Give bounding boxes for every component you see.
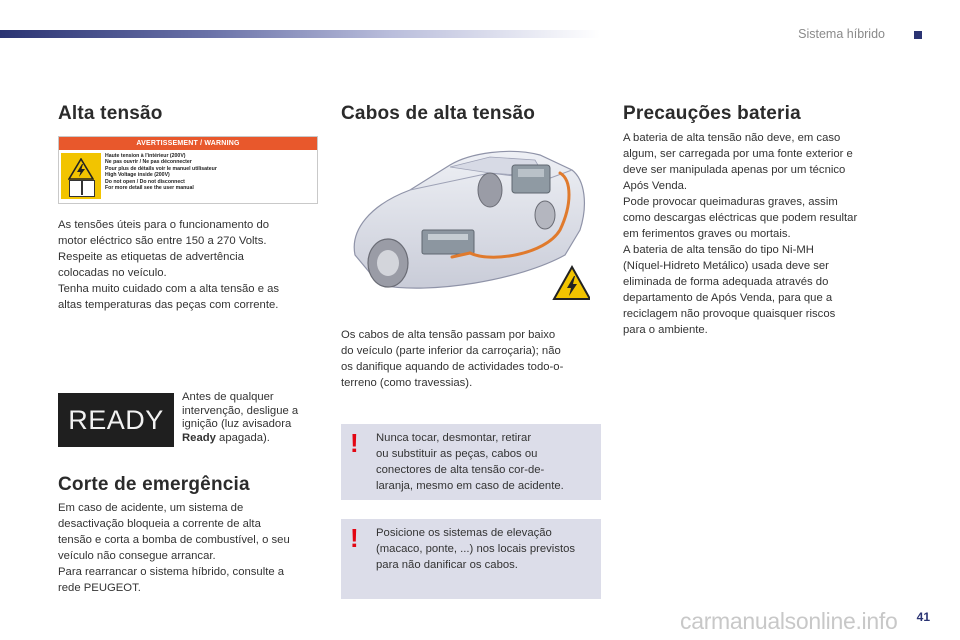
precaucoes-text: A bateria de alta tensão não deve, em caso algum, ser carregada por uma fonte exterior e deve ser manipulada apenas por um técnico Após Venda. Pode provocar queimaduras graves, assim como descargas eléctricas que podem resultar em ferimentos graves ou mortais. A bateria de alta tensão do tipo Ni-MH (Níquel-Hidreto Metálico) usada deve ser eliminada de forma adequada através do departamento de Após Venda, para que a reciclagem não provoque quaisquer riscos para o ambiente.: [623, 132, 858, 336]
cabos-heading: Cabos de alta tensão: [341, 103, 536, 124]
alta-tensao-heading: Alta tensão: [58, 103, 163, 124]
high-voltage-warning-icon: [554, 267, 590, 299]
notice-box-cables: [341, 424, 601, 500]
ready-bold: Ready: [182, 431, 216, 444]
corte-text: Em caso de acidente, um sistema de desactivação bloqueia a corrente de alta tensão e corta a bomba de combustível, o seu veículo não consegue arrancar. Para rearrancar o sistema híbrido, consulte a rede PEUGEOT.: [58, 502, 290, 594]
warning-label-header: AVERTISSEMENT / WARNING: [59, 137, 317, 150]
header-marker: [914, 31, 922, 39]
warning-label-image: [58, 136, 318, 204]
high-voltage-icon: [61, 153, 101, 199]
warning-label-text: Haute tension à l'intérieur (200V) Ne pas ouvrir / Ne pas déconnecter Pour plus de détails voir le manuel utilisateur High Voltage inside (200V) Do not open / Do not disconnect For more detail see the user manual: [105, 153, 217, 192]
exclamation-icon: !: [350, 523, 359, 553]
precaucoes-heading: Precauções bateria: [623, 103, 801, 124]
page-number: 41: [916, 610, 930, 624]
corte-heading: Corte de emergência: [58, 474, 250, 495]
section-title: Sistema híbrido: [798, 27, 885, 41]
header-bar: [0, 30, 600, 38]
watermark: carmanualsonline.info: [680, 608, 898, 634]
manual-book-icon: [69, 180, 95, 197]
notice-box-lifting: [341, 519, 601, 599]
ready-text: Antes de qualquer intervenção, desligue a ignição (luz avisadora Ready apagada).: [182, 391, 299, 444]
alta-tensao-text: As tensões úteis para o funcionamento do motor eléctrico são entre 150 a 270 Volts. Respeite as etiquetas de advertência colocadas no veículo. Tenha muito cuidado com a alta tensão e as altas temperaturas das peças com corrente.: [58, 219, 280, 311]
notice-text: Posicione os sistemas de elevação (macaco, ponte, ...) nos locais previstos para não danificar os cabos.: [376, 527, 576, 571]
ready-indicator: READY: [58, 393, 174, 447]
exclamation-icon: !: [350, 428, 359, 458]
notice-text: Nunca tocar, desmontar, retirar ou substituir as peças, cabos ou conectores de alta tensão cor-de- laranja, mesmo em caso de acidente.: [376, 432, 564, 492]
car-cable-illustration: [340, 135, 590, 310]
cabos-text: Os cabos de alta tensão passam por baixo do veículo (parte inferior da carroçaria); não os danifique aquando de actividades todo-o- terreno (como travessias).: [341, 329, 564, 389]
